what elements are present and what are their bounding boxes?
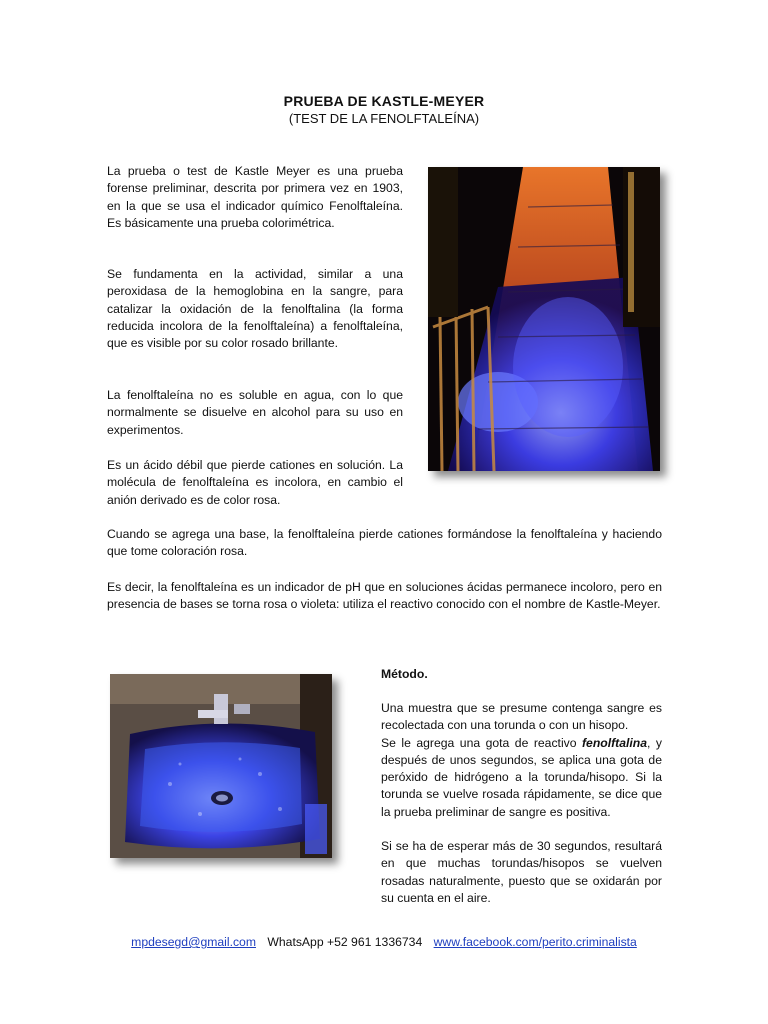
paragraph-acido: Es un ácido débil que pierde cationes en solución. La molécula de fenolftaleína es incolora, en cambio el anión derivado es de color rosa. bbox=[107, 458, 403, 507]
paragraph-fundamento: Se fundamenta en la actividad, similar a una peroxidasa de la hemoglobina en la sangre, para catalizar la oxidación de la fenolftalina (la forma reducida incolora de la fenolftaleína) a fenolftaleína, que es visible por su color rosado brillante. bbox=[107, 267, 403, 351]
reagent-name: fenolftalina bbox=[582, 735, 648, 750]
footer-contact bbox=[0, 935, 768, 949]
email-link[interactable]: mpdesegd@gmail.com bbox=[131, 935, 256, 949]
luminol-floor-photo bbox=[428, 167, 660, 471]
paragraph-base: Cuando se agrega una base, la fenolftaleína pierde cationes formándose la fenolftaleína y haciendo que tome coloración rosa. bbox=[107, 527, 662, 559]
facebook-link[interactable]: www.facebook.com/perito.criminalista bbox=[433, 935, 637, 949]
page-title: PRUEBA DE KASTLE-MEYER bbox=[283, 93, 485, 109]
method-paragraph-2-post: , y después de unos segundos, se aplica una gota de peróxido de hidrógeno a la torunda/hisopo. Si la torunda se vuelve rosada rápidamente, se dice que la prueba preliminar de sangre es positiva. bbox=[381, 735, 662, 819]
method-paragraph-2-pre: Se le agrega una gota de reactivo bbox=[381, 735, 582, 750]
method-paragraph-1 bbox=[381, 700, 662, 821]
method-paragraph-3: Si se ha de esperar más de 30 segundos, resultará en que muchas torundas/hisopos se vuelven rosadas naturalmente, puesto que se oxidarán por su cuenta en el aire. bbox=[381, 839, 662, 905]
method-paragraph-1-text: Una muestra que se presume contenga sangre es recolectada con una torunda o con un hisopo. bbox=[381, 701, 662, 733]
paragraph-solubilidad: La fenolftaleína no es soluble en agua, con lo que normalmente se disuelve en alcohol para su uso en experimentos. bbox=[107, 388, 403, 437]
page-subtitle: (TEST DE LA FENOLFTALEÍNA) bbox=[288, 111, 480, 126]
paragraph-intro: La prueba o test de Kastle Meyer es una prueba forense preliminar, descrita por primera vez en 1903, en la que se usa el indicador químico Fenolftaleína. Es básicamente una prueba colorimétrica. bbox=[107, 164, 403, 230]
luminol-sink-photo bbox=[110, 674, 332, 858]
whatsapp-text: WhatsApp +52 961 1336734 bbox=[267, 935, 423, 949]
paragraph-indicador: Es decir, la fenolftaleína es un indicador de pH que en soluciones ácidas permanece incoloro, pero en presencia de bases se torna rosa o violeta: utiliza el reactivo conocido con el nombre de Kastle-Meyer. bbox=[107, 580, 662, 612]
method-heading: Método. bbox=[381, 667, 428, 681]
